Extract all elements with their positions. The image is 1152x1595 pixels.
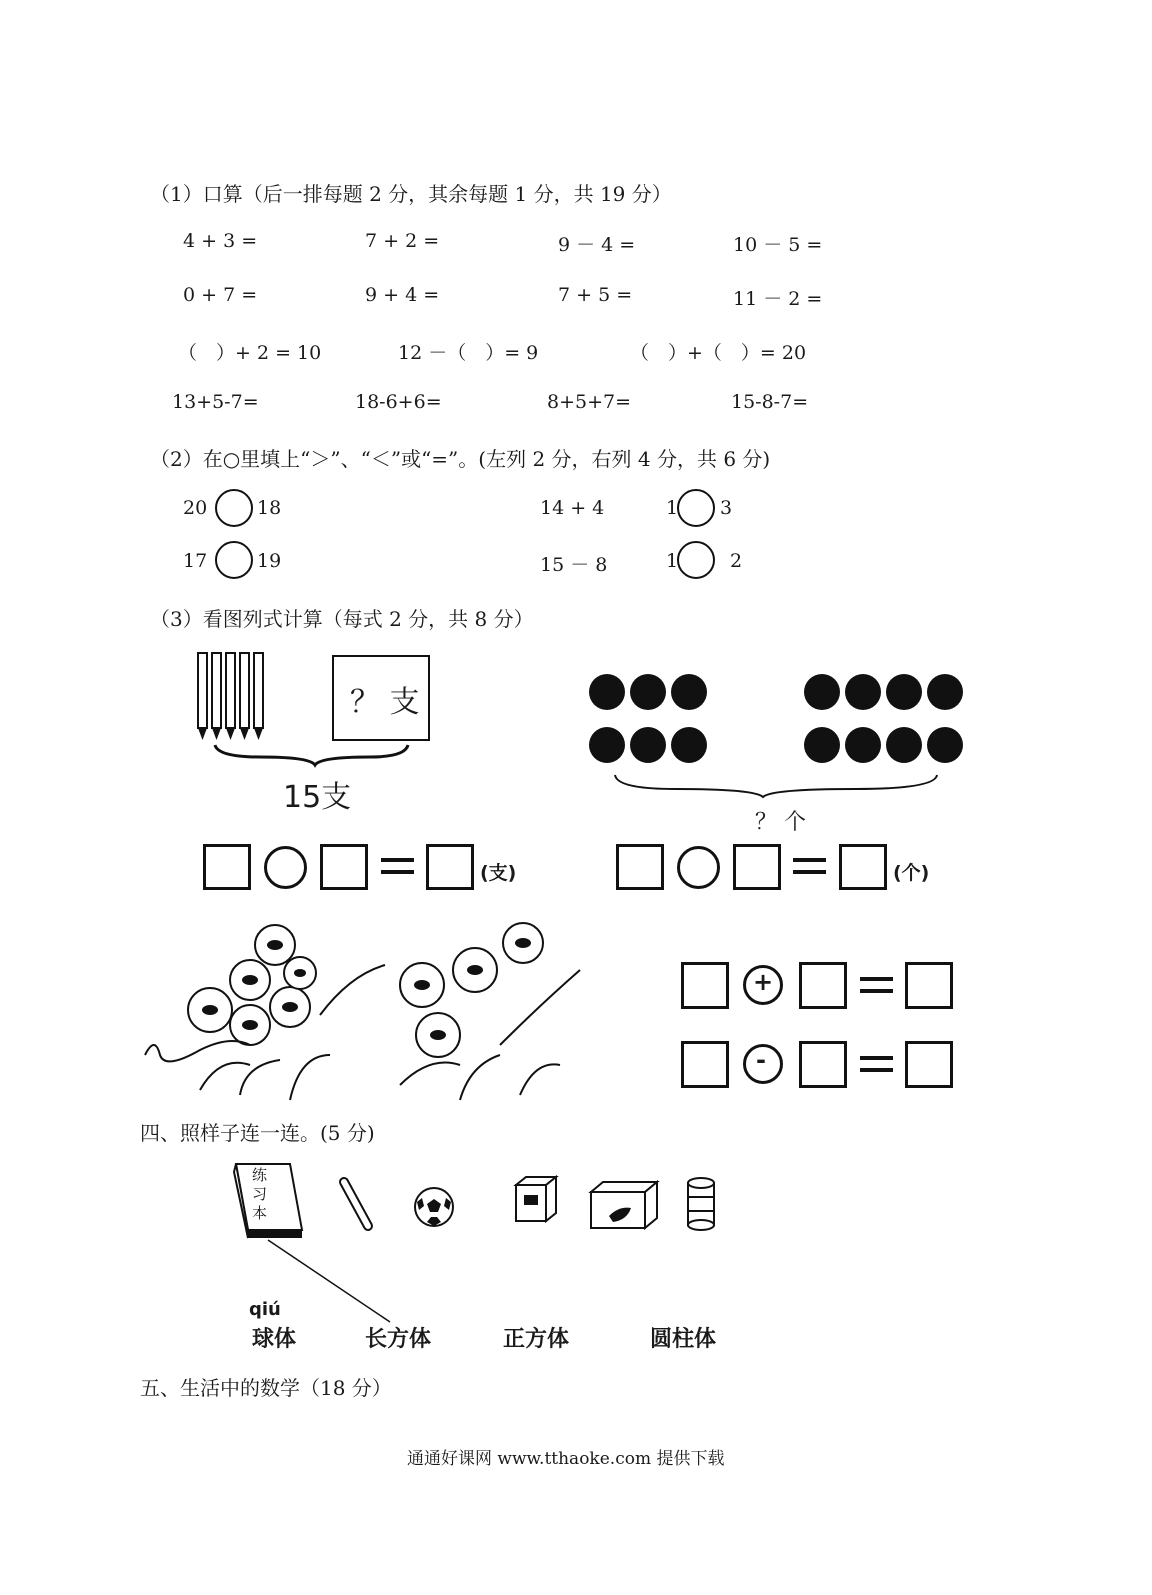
calc-item: 7 + 5 = bbox=[558, 284, 633, 306]
shape-label: 正方体 bbox=[503, 1327, 570, 1352]
apples-total-label: ？ 个 bbox=[755, 810, 806, 835]
compare-right-b: 2 bbox=[730, 550, 743, 572]
calc-item: 7 + 2 = bbox=[365, 230, 440, 252]
unit-label: (支) bbox=[480, 862, 517, 884]
compare-right-expr: 14 + 4 bbox=[540, 497, 605, 519]
compare-right-expr: 15 － 8 bbox=[540, 554, 608, 576]
pencils-total-label: 15支 bbox=[283, 780, 352, 815]
section4-title: 四、照样子连一连。(5 分) bbox=[140, 1121, 375, 1145]
calc-item: 15-8-7= bbox=[731, 391, 809, 413]
calc-item: 10 － 5 = bbox=[733, 234, 823, 256]
calc-item: （ ）+（ ）= 20 bbox=[630, 342, 807, 364]
compare-left-a: 17 bbox=[183, 550, 208, 572]
compare-left-a: 20 bbox=[183, 497, 208, 519]
section1-title: （1）口算（后一排每题 2 分，其余每题 1 分，共 19 分） bbox=[150, 182, 672, 206]
section2-title: （2）在○里填上“＞”、“＜”或“=”。(左列 2 分，右列 4 分，共 6 分) bbox=[150, 447, 771, 471]
pinyin-qiu: qiú bbox=[249, 1299, 281, 1320]
calc-item: 13+5-7= bbox=[172, 391, 259, 413]
calc-item: 11 － 2 = bbox=[733, 288, 823, 310]
section5-title: 五、生活中的数学（18 分） bbox=[140, 1376, 392, 1400]
compare-left-b: 18 bbox=[257, 497, 282, 519]
footer-text: 通通好课网 www.tthaoke.com 提供下载 bbox=[407, 1449, 725, 1469]
shape-label: 球体 bbox=[252, 1327, 297, 1352]
compare-right-a: 1 bbox=[666, 550, 679, 572]
unknown-pencils-label: ？ 支 bbox=[350, 685, 420, 720]
calc-item: 0 + 7 = bbox=[183, 284, 258, 306]
book-label: 练习本 bbox=[252, 1166, 268, 1222]
plus-sign: + bbox=[753, 968, 774, 996]
calc-item: 9 － 4 = bbox=[558, 234, 636, 256]
calc-item: 8+5+7= bbox=[547, 391, 632, 413]
compare-right-a: 1 bbox=[666, 497, 679, 519]
shape-label: 圆柱体 bbox=[650, 1327, 717, 1352]
calc-item: 9 + 4 = bbox=[365, 284, 440, 306]
section3-title: （3）看图列式计算（每式 2 分，共 8 分） bbox=[150, 607, 534, 631]
unit-label: (个) bbox=[893, 862, 930, 884]
calc-item: 18-6+6= bbox=[355, 391, 442, 413]
calc-item: （ ）+ 2 = 10 bbox=[178, 342, 322, 364]
minus-sign: - bbox=[756, 1046, 766, 1074]
shape-label: 长方体 bbox=[365, 1327, 432, 1352]
compare-right-b: 3 bbox=[720, 497, 733, 519]
calc-item: 12 －（ ）= 9 bbox=[398, 342, 539, 364]
compare-left-b: 19 bbox=[257, 550, 282, 572]
calc-item: 4 + 3 = bbox=[183, 230, 258, 252]
